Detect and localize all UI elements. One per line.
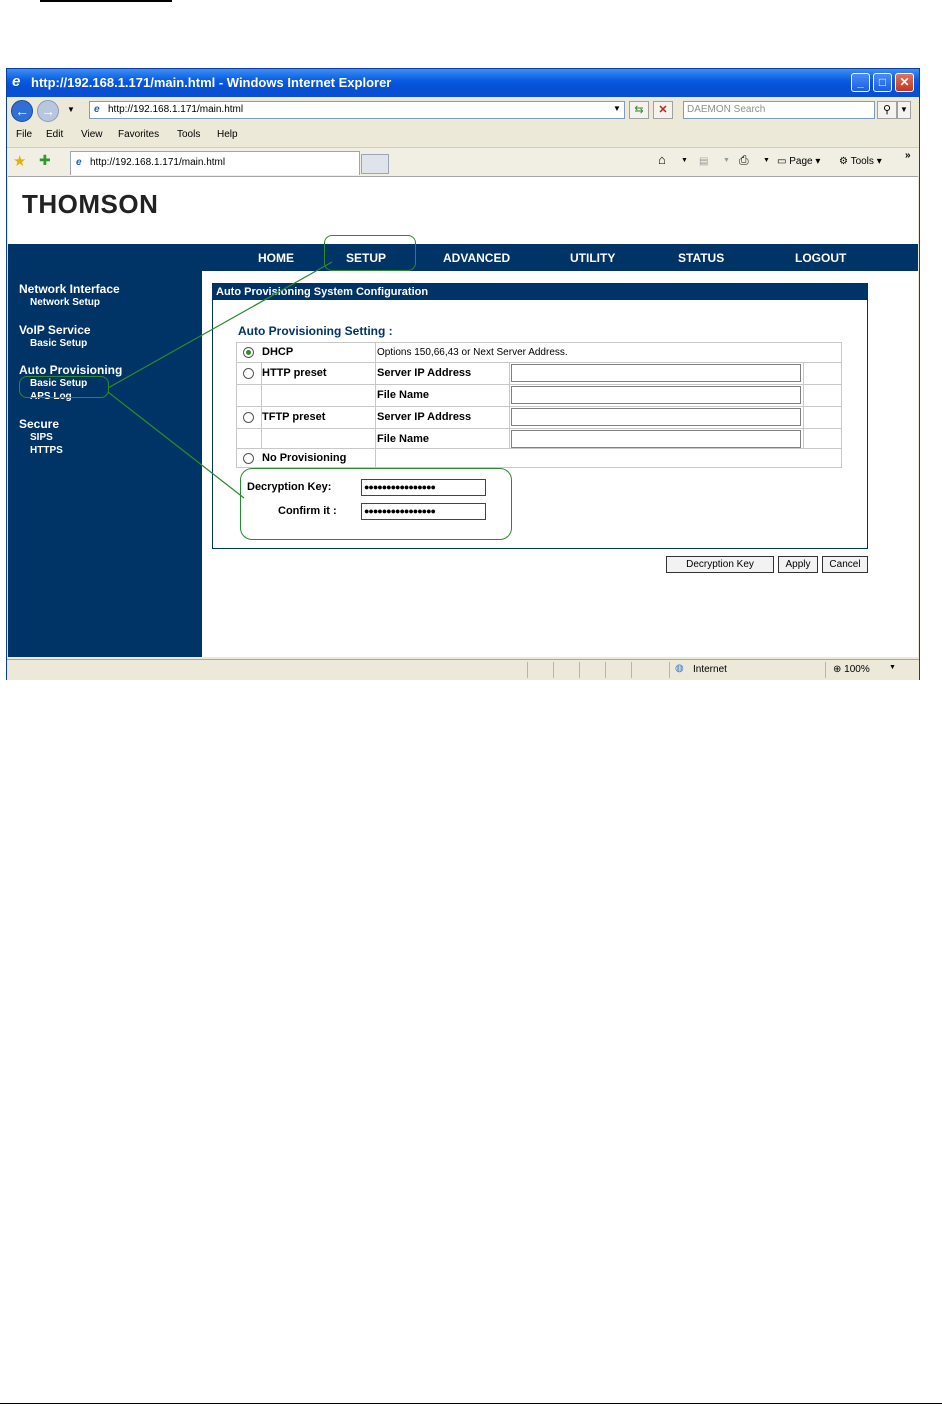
feeds-dropdown-icon[interactable]: ▼ (723, 157, 730, 164)
label-tftp-server-ip: Server IP Address (377, 411, 472, 423)
close-button[interactable]: ✕ (895, 73, 914, 92)
bottom-rule (0, 1403, 942, 1404)
recent-pages-dropdown-icon[interactable]: ▼ (67, 105, 75, 114)
stop-icon[interactable]: ✕ (653, 101, 673, 119)
page-menu[interactable]: ▭ Page ▾ (777, 156, 821, 167)
decryption-key-label: Decryption Key: (247, 481, 332, 493)
back-button[interactable]: ← (11, 100, 33, 122)
globe-icon: ◍ (675, 663, 684, 674)
nav-logout[interactable]: LOGOUT (795, 251, 847, 265)
confirm-key-input[interactable]: ●●●●●●●●●●●●●●●● (361, 503, 486, 520)
chevron-more-icon[interactable]: » (905, 150, 911, 161)
nav-setup[interactable]: SETUP (346, 251, 387, 265)
sidebar-group-voip-service[interactable]: VoIP Service (19, 323, 91, 337)
decryption-key-button[interactable]: Decryption Key (666, 556, 774, 573)
menu-help[interactable]: Help (217, 129, 238, 140)
minimize-button[interactable]: _ (851, 73, 870, 92)
sidebar-item-voip-basic-setup[interactable]: Basic Setup (30, 338, 88, 349)
search-input[interactable]: DAEMON Search (683, 101, 875, 119)
address-dropdown-icon[interactable]: ▼ (613, 104, 621, 113)
menu-tools[interactable]: Tools (177, 129, 201, 140)
search-options-icon[interactable]: ▼ (897, 101, 911, 119)
nav-utility[interactable]: UTILITY (570, 251, 616, 265)
cancel-button[interactable]: Cancel (822, 556, 868, 573)
sidebar-item-aps-log[interactable]: APS Log (30, 391, 72, 402)
label-dhcp: DHCP (262, 346, 294, 358)
panel-header: Auto Provisioning System Configuration (213, 284, 867, 300)
sidebar-item-aps-basic-setup[interactable]: Basic Setup (30, 378, 88, 389)
nav-home[interactable]: HOME (258, 251, 294, 265)
feeds-icon[interactable]: ▤ (699, 156, 709, 167)
favorites-star-icon[interactable]: ★ (13, 153, 27, 170)
print-icon[interactable]: ⎙ (739, 153, 749, 167)
label-http-file-name: File Name (377, 389, 429, 401)
tab-label: http://192.168.1.171/main.html (90, 157, 226, 168)
menu-edit[interactable]: Edit (46, 129, 64, 140)
sidebar-item-network-setup[interactable]: Network Setup (30, 297, 101, 308)
home-dropdown-icon[interactable]: ▼ (681, 157, 688, 164)
zoom-level: 100% (844, 664, 870, 675)
decryption-key-input[interactable]: ●●●●●●●●●●●●●●●● (361, 479, 486, 496)
menu-view[interactable]: View (81, 129, 103, 140)
tools-menu[interactable]: ⚙ Tools ▾ (839, 156, 882, 167)
thomson-logo: THOMSON (22, 189, 159, 219)
apply-button[interactable]: Apply (778, 556, 818, 573)
sidebar-group-network-interface[interactable]: Network Interface (19, 282, 120, 296)
zone-label: Internet (693, 664, 727, 675)
maximize-button[interactable]: □ (873, 73, 892, 92)
setting-title: Auto Provisioning Setting : (238, 324, 393, 338)
label-tftp-file-name: File Name (377, 433, 429, 445)
sidebar-item-sips[interactable]: SIPS (30, 432, 53, 443)
sidebar-item-https[interactable]: HTTPS (30, 445, 63, 456)
window-title: http://192.168.1.171/main.html - Windows Internet Explorer (31, 75, 392, 90)
nav-advanced[interactable]: ADVANCED (443, 251, 511, 265)
sidebar-group-secure[interactable]: Secure (19, 417, 60, 431)
zoom-dropdown-icon[interactable]: ▼ (889, 664, 896, 671)
menu-file[interactable]: File (16, 129, 33, 140)
add-favorite-icon[interactable]: ✚ (39, 152, 51, 168)
address-text: http://192.168.1.171/main.html (108, 104, 244, 115)
page-menu-label: Page (789, 156, 813, 167)
sidebar-group-auto-provisioning[interactable]: Auto Provisioning (19, 363, 123, 377)
dhcp-note: Options 150,66,43 or Next Server Address. (377, 347, 568, 358)
menu-favorites[interactable]: Favorites (118, 129, 160, 140)
nav-status[interactable]: STATUS (678, 251, 725, 265)
tools-menu-label: Tools (850, 156, 874, 167)
page-icon: e (94, 104, 100, 115)
confirm-key-label: Confirm it : (278, 505, 337, 517)
tab-page-icon: e (76, 157, 82, 168)
home-icon[interactable]: ⌂ (658, 152, 666, 167)
print-dropdown-icon[interactable]: ▼ (763, 157, 770, 164)
label-no-provisioning: No Provisioning (262, 452, 347, 464)
ie-logo-icon: e (12, 73, 21, 90)
label-tftp-preset: TFTP preset (262, 411, 326, 423)
zoom-control[interactable]: ⊕ 100% (833, 664, 870, 675)
label-http-server-ip: Server IP Address (377, 367, 472, 379)
refresh-icon[interactable]: ⇆ (629, 101, 649, 119)
search-icon[interactable]: ⚲ (877, 101, 897, 119)
forward-button[interactable]: → (37, 100, 59, 122)
label-http-preset: HTTP preset (262, 367, 327, 379)
